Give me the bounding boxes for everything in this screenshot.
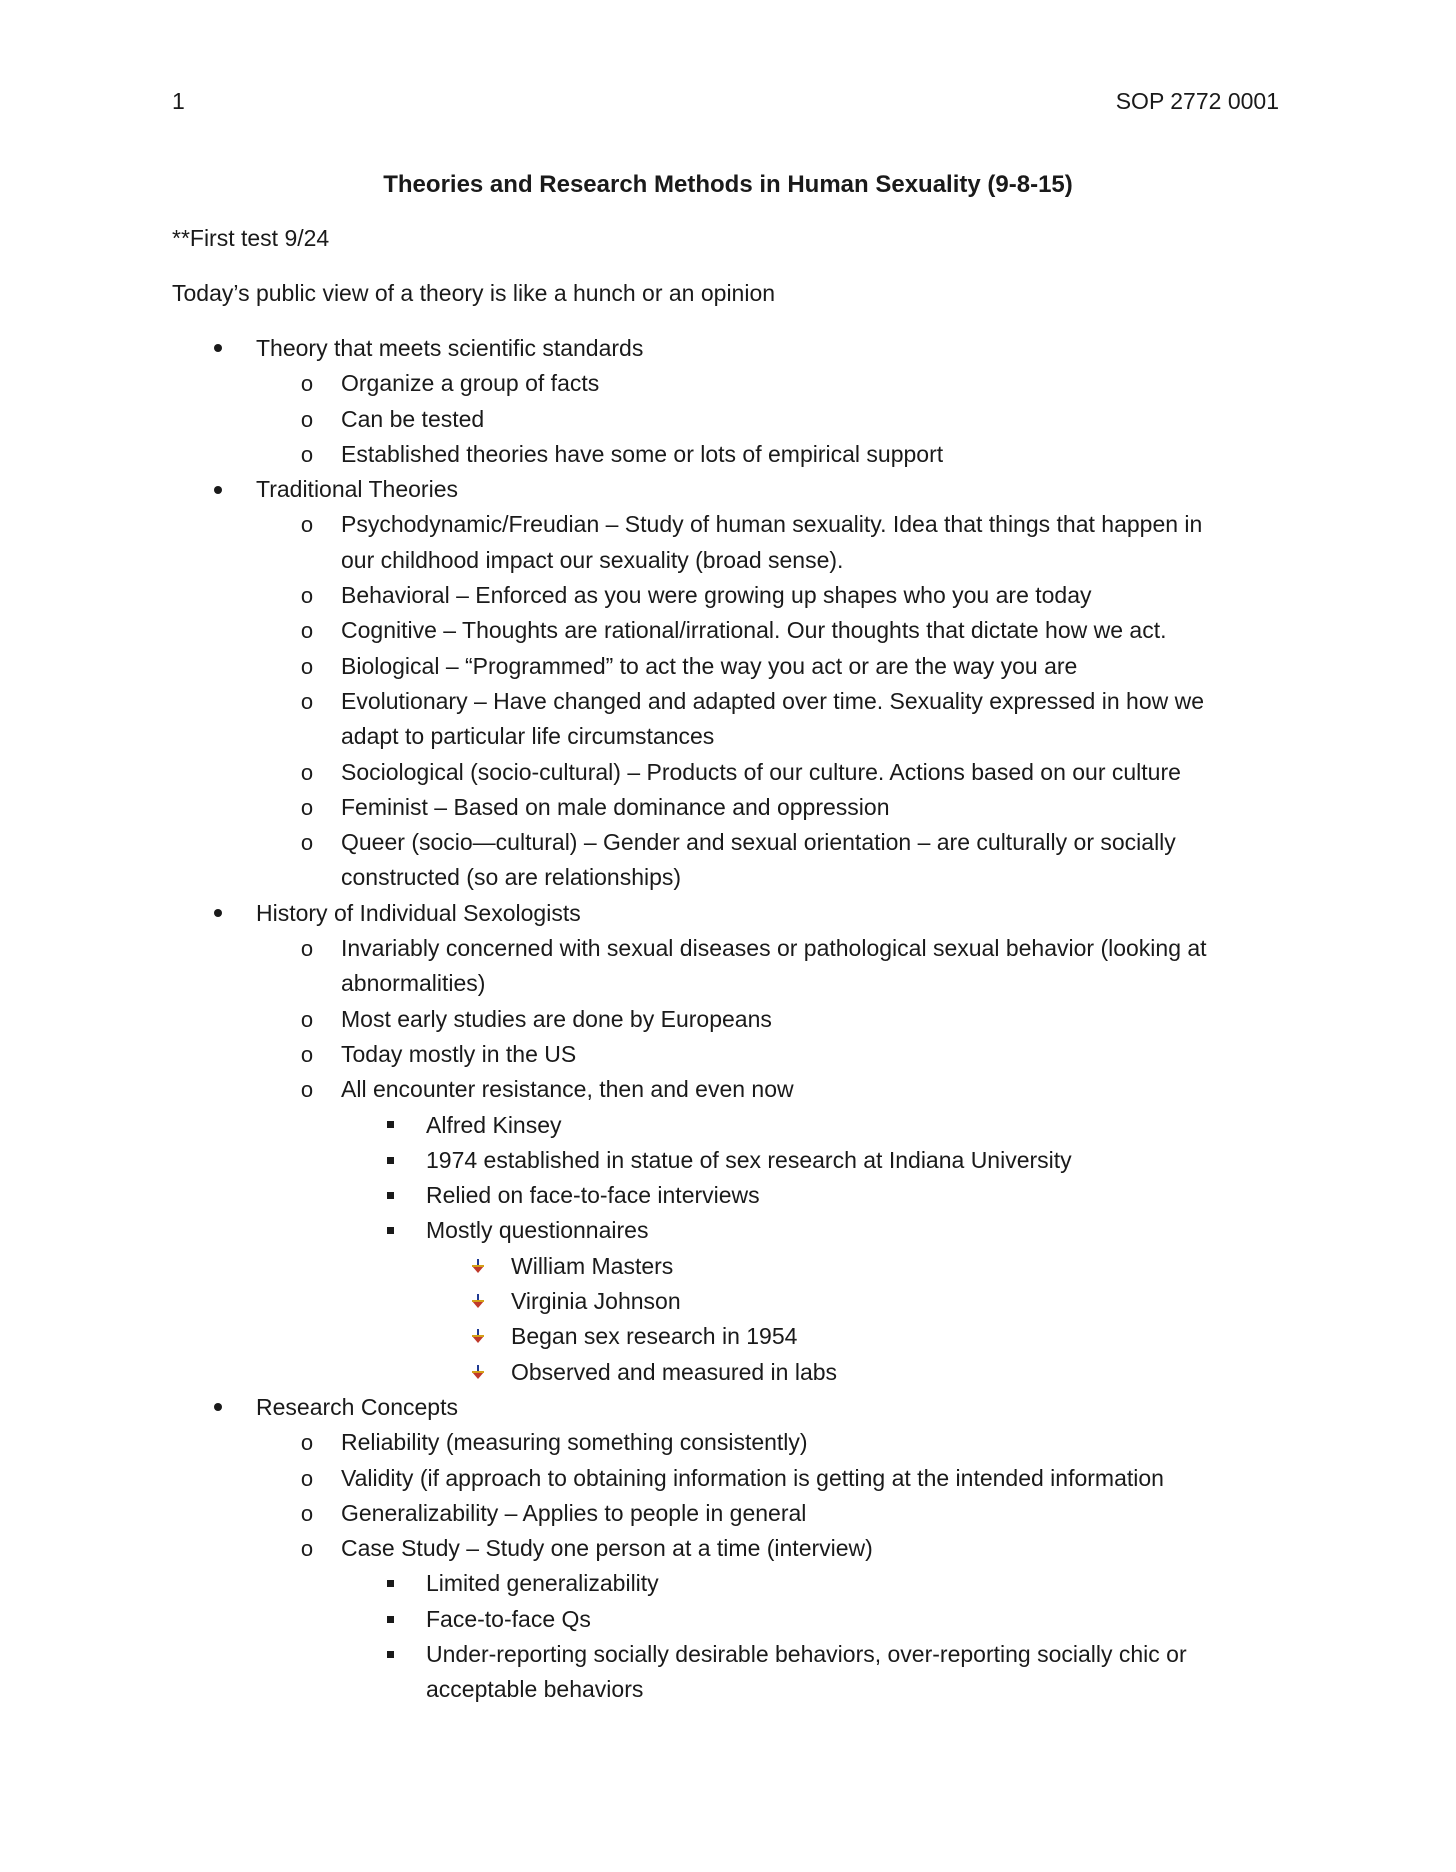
outline-item-level1: Theory that meets scientific standards [0, 331, 1456, 366]
outline-item-level3: Under-reporting socially desirable behaviors, over-reporting socially chic or acceptable behaviors [0, 1637, 1456, 1708]
bullet-dot-icon [206, 472, 230, 507]
bullet-circle-icon: o [300, 512, 314, 538]
bullet-square-icon [378, 1637, 402, 1672]
bullet-circle-icon: o [300, 1041, 314, 1067]
outline-item-level2: o Established theories have some or lots of empirical support [0, 437, 1456, 472]
outline-item-level2: o Sociological (socio-cultural) – Products of our culture. Actions based on our culture [0, 755, 1456, 790]
outline-item-level2: o Cognitive – Thoughts are rational/irrational. Our thoughts that dictate how we act. [0, 613, 1456, 648]
bullet-circle-icon: o [300, 1430, 314, 1456]
outline-item-level2: o Psychodynamic/Freudian – Study of human sexuality. Idea that things that happen in our childhood impact our sexuality (broad sense). [0, 507, 1456, 578]
outline-item-level4: William Masters [0, 1249, 1456, 1284]
bullet-circle-icon: o [300, 371, 314, 397]
outline-item-level4: Observed and measured in labs [0, 1355, 1456, 1390]
bullet-circle-icon: o [300, 688, 314, 714]
outline-item-level2: o Feminist – Based on male dominance and oppression [0, 790, 1456, 825]
bullet-square-icon [378, 1143, 402, 1178]
bullet-circle-icon: o [300, 759, 314, 785]
bullet-circle-icon: o [300, 1077, 314, 1103]
notes-outline [0, 331, 1456, 1708]
bullet-circle-icon: o [300, 830, 314, 856]
bullet-dot-icon [206, 331, 230, 366]
outline-item-level3: Relied on face-to-face interviews [0, 1178, 1456, 1213]
down-arrow-bullet-icon [466, 1284, 490, 1319]
bullet-circle-icon: o [300, 1006, 314, 1032]
outline-item-level2: o Case Study – Study one person at a time (interview) [0, 1531, 1456, 1566]
down-arrow-bullet-icon [466, 1319, 490, 1354]
outline-item-level2: o Evolutionary – Have changed and adapted over time. Sexuality expressed in how we adapt to particular life circumstances [0, 684, 1456, 755]
outline-item-level2: o Queer (socio—cultural) – Gender and sexual orientation – are culturally or socially constructed (so are relationships) [0, 825, 1456, 896]
bullet-dot-icon [206, 1390, 230, 1425]
bullet-circle-icon: o [300, 653, 314, 679]
outline-item-level2: o Validity (if approach to obtaining information is getting at the intended information [0, 1461, 1456, 1496]
outline-item-level3: 1974 established in statue of sex research at Indiana University [0, 1143, 1456, 1178]
bullet-square-icon [378, 1602, 402, 1637]
page-header [172, 88, 1279, 118]
test-note: **First test 9/24 [172, 225, 330, 251]
outline-item-level2: o Behavioral – Enforced as you were growing up shapes who you are today [0, 578, 1456, 613]
outline-item-level2: o Biological – “Programmed” to act the way you act or are the way you are [0, 649, 1456, 684]
intro-paragraph: Today’s public view of a theory is like a hunch or an opinion [172, 280, 776, 306]
outline-item-level2: o Today mostly in the US [0, 1037, 1456, 1072]
outline-item-level2: o Reliability (measuring something consistently) [0, 1425, 1456, 1460]
bullet-circle-icon: o [300, 1536, 314, 1562]
bullet-circle-icon: o [300, 406, 314, 432]
bullet-dot-icon [206, 896, 230, 931]
outline-item-level4: Began sex research in 1954 [0, 1319, 1456, 1354]
outline-item-level2: o Invariably concerned with sexual diseases or pathological sexual behavior (looking at abnormalities) [0, 931, 1456, 1002]
bullet-square-icon [378, 1178, 402, 1213]
bullet-circle-icon: o [300, 1500, 314, 1526]
outline-item-level2: o Generalizability – Applies to people in general [0, 1496, 1456, 1531]
down-arrow-bullet-icon [466, 1249, 490, 1284]
outline-item-level1: Research Concepts [0, 1390, 1456, 1425]
bullet-circle-icon: o [300, 583, 314, 609]
document-title: Theories and Research Methods in Human Sexuality (9-8-15) [383, 171, 1073, 198]
outline-item-level3: Mostly questionnaires [0, 1213, 1456, 1248]
outline-item-level1: History of Individual Sexologists [0, 896, 1456, 931]
outline-item-level2: o Can be tested [0, 402, 1456, 437]
outline-item-level4: Virginia Johnson [0, 1284, 1456, 1319]
outline-item-level3: Alfred Kinsey [0, 1108, 1456, 1143]
bullet-circle-icon: o [300, 618, 314, 644]
bullet-circle-icon: o [300, 794, 314, 820]
bullet-square-icon [378, 1213, 402, 1248]
bullet-circle-icon: o [300, 1465, 314, 1491]
outline-item-level3: Face-to-face Qs [0, 1602, 1456, 1637]
course-code: SOP 2772 0001 [1115, 88, 1279, 114]
outline-item-level1: Traditional Theories [0, 472, 1456, 507]
outline-item-level2: o Organize a group of facts [0, 366, 1456, 401]
outline-item-level3: Limited generalizability [0, 1566, 1456, 1601]
outline-item-level2: o Most early studies are done by Europeans [0, 1002, 1456, 1037]
bullet-circle-icon: o [300, 936, 314, 962]
page-number: 1 [172, 88, 185, 114]
bullet-square-icon [378, 1108, 402, 1143]
bullet-circle-icon: o [300, 441, 314, 467]
bullet-square-icon [378, 1566, 402, 1601]
down-arrow-bullet-icon [466, 1355, 490, 1390]
outline-item-level2: o All encounter resistance, then and even now [0, 1072, 1456, 1107]
